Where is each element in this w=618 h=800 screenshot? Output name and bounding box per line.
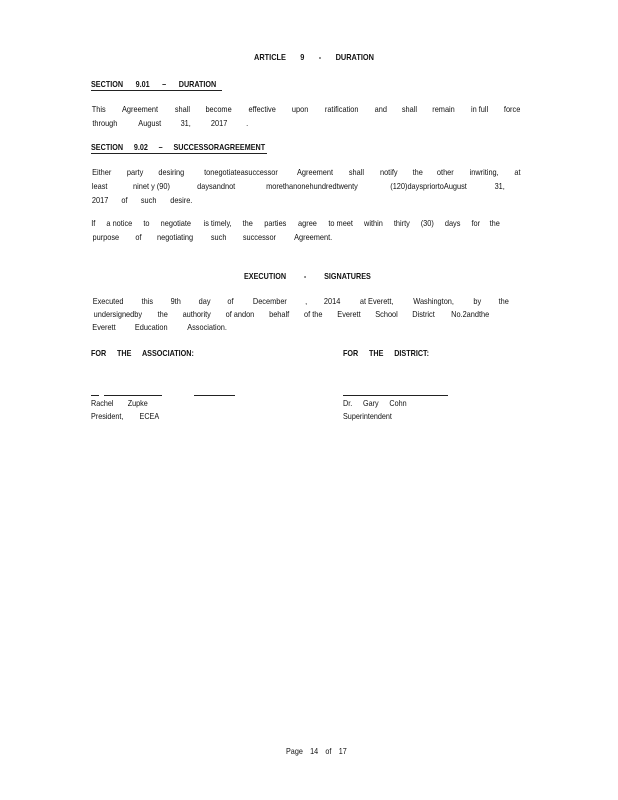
word: of andon [225,310,255,319]
word: behalf [269,310,290,319]
word: day [198,297,211,306]
word: . [246,119,249,128]
word: 31, [494,182,505,191]
word: remain [432,105,456,114]
word: undersignedby [93,310,143,319]
word: No.2andthe [450,310,489,319]
word: notify [379,168,398,177]
word: Washington, [413,297,455,306]
word: District [412,310,436,319]
section-9-02-heading: SECTION 9.02 – SUCCESSORAGREEMENT [91,143,266,152]
paragraph-line [91,231,501,245]
association-signature-line [104,395,162,396]
word: ratification [324,105,359,114]
word: this [142,297,154,306]
word: is timely, [203,219,232,228]
word: August [138,119,162,128]
word: of the [304,310,323,319]
word: least [91,182,108,191]
word: Association. [187,323,228,332]
word: shall [349,168,365,177]
word: December [252,297,287,306]
association-signature-line-start [91,395,99,396]
association-signatory-title: President, ECEA [91,412,160,421]
word: parties [263,219,287,228]
word: Agreement [296,168,333,177]
execution-paragraph [91,295,509,334]
word: days [445,219,461,228]
word: If [91,219,96,228]
word: the [412,168,423,177]
word: of [227,297,234,306]
word: This [91,105,106,114]
word: shall [174,105,190,114]
word: 9th [170,297,182,306]
word: 2017 [91,196,109,205]
word: of [134,233,142,242]
article-title: ARTICLE 9 - DURATION [254,52,374,62]
word: the [498,297,509,306]
word: desire. [170,196,193,205]
word: in full [471,105,489,114]
word: (120)dayspriortoAugust [389,182,467,191]
word: shall [401,105,417,114]
section-9-02-paragraph-1 [91,166,521,208]
word: (30) [421,219,435,228]
word: successor [242,233,276,242]
section-9-01-paragraph [91,103,521,131]
word: morethanonehundredtwenty [265,182,358,191]
word: the [490,219,501,228]
district-signatory-title: Superintendent [343,412,392,421]
word: thirty [394,219,411,228]
word: upon [291,105,309,114]
word: 2017 [210,119,227,128]
word: ninet y (90) [133,182,171,191]
page-number: Page 14 of 17 [286,747,347,756]
word: to meet [328,219,353,228]
word: the [157,310,168,319]
section-9-02-underline [91,153,267,154]
section-9-02-paragraph-2 [91,217,501,245]
word: authority [182,310,211,319]
word: such [210,233,226,242]
word: Everett [337,310,361,319]
word: , [304,297,307,306]
district-label: FOR THE DISTRICT: [343,349,430,358]
word: of [121,196,128,205]
association-signature-line-extra [194,395,235,396]
paragraph-line [91,308,491,321]
paragraph-line [91,117,521,131]
association-label: FOR THE ASSOCIATION: [91,349,194,358]
word: and [374,105,387,114]
word: desiring [158,168,185,177]
paragraph-line [91,217,501,231]
word: agree [297,219,317,228]
word: Either [92,168,112,177]
word: Agreement [122,105,159,114]
word: at [514,168,521,177]
word: at Everett, [359,297,394,306]
word: other [437,168,455,177]
district-signature-line [343,395,448,396]
word: Executed [92,297,124,306]
district-signatory-name: Dr. Gary Cohn [343,399,407,408]
paragraph-line [91,166,521,180]
word: by [473,297,481,306]
word: Everett [92,323,116,332]
paragraph-line [91,321,509,334]
word: force [503,105,521,114]
word: within [364,219,384,228]
word: negotiating [157,233,194,242]
word: become [205,105,232,114]
execution-heading: EXECUTION - SIGNATURES [244,272,371,281]
word: School [375,310,398,319]
association-signatory-name: Rachel Zupke [91,399,148,408]
word: such [140,196,157,205]
word: Education [134,323,168,332]
word: party [126,168,144,177]
word: the [242,219,253,228]
word: tonegotiateasuccessor [203,168,278,177]
paragraph-line [91,103,521,117]
paragraph-line [91,180,505,194]
word: effective [248,105,276,114]
word: 2014 [324,297,341,306]
word: to [143,219,150,228]
word: Agreement. [293,233,332,242]
word: inwriting, [470,168,500,177]
paragraph-line [91,194,521,208]
paragraph-line [91,295,509,308]
word: negotiate [160,219,191,228]
word: for [471,219,480,228]
section-9-01-heading: SECTION 9.01 – DURATION [91,80,217,89]
word: purpose [92,233,120,242]
word: through [92,119,118,128]
word: daysandnot [197,182,236,191]
word: a notice [106,219,133,228]
section-9-01-underline [91,90,222,91]
word: 31, [180,119,192,128]
